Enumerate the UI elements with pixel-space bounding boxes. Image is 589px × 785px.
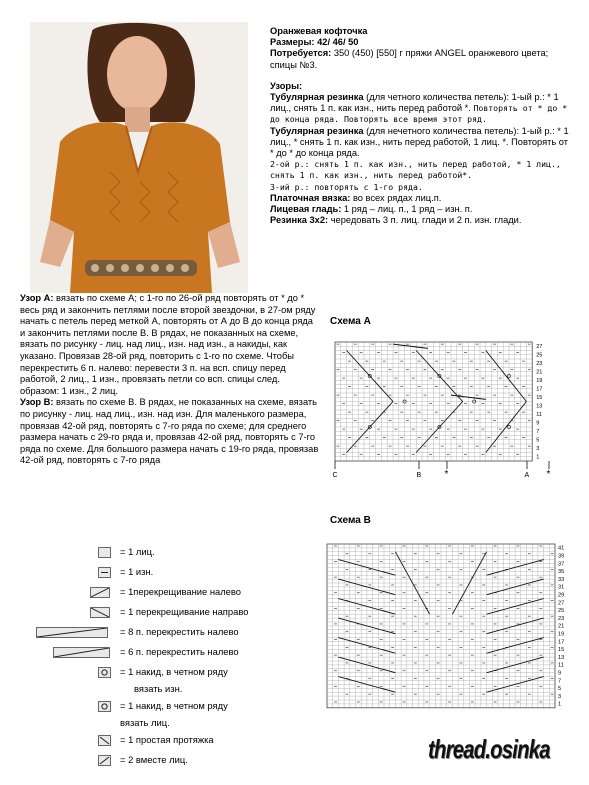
schema-a-row-number: 21: [536, 369, 543, 376]
schema-b-chart: [325, 540, 570, 715]
legend-row: [28, 626, 268, 642]
stockinette-text: 1 ряд – лиц. п., 1 ряд – изн. п.: [341, 204, 473, 215]
schema-b-row-number: 11: [558, 662, 564, 669]
schema-b-row-number: 39: [558, 553, 565, 560]
model-photo-illustration: [30, 22, 248, 293]
pattern-b-label: Узор В:: [20, 397, 54, 408]
schema-b-row-number: 19: [558, 631, 565, 638]
schema-a-row-number: 13: [536, 403, 543, 410]
schema-b-row-number: 29: [558, 592, 565, 599]
watermark: thread.osinka: [428, 734, 550, 764]
schema-a-row-number: 11: [536, 411, 543, 418]
pattern-a-label: Узор А:: [20, 293, 54, 303]
legend-text: = 6 п. перекрестить налево: [120, 646, 239, 657]
schema-a-row-number: 27: [536, 343, 543, 350]
symbol-legend: [28, 540, 268, 763]
model-photo: [30, 22, 248, 293]
schema-a-row-numbers: [536, 344, 542, 461]
legend-text: = 2 вместе лиц.: [120, 754, 188, 765]
schema-b-row-number: 17: [558, 639, 565, 646]
tubular-odd-row3: 3-ий р.: повторять с 1-го ряда.: [270, 181, 423, 192]
schema-b-row-number: 21: [558, 623, 565, 630]
legend-row: [28, 546, 268, 562]
yarn-over-purl-icon: [98, 667, 111, 678]
instructions: [20, 293, 320, 467]
sizes: Размеры: 42/ 46/ 50: [270, 37, 359, 48]
cross-left-6-icon: [53, 647, 110, 658]
cross-left-1-icon: [90, 587, 110, 598]
legend-text: = 1 простая протяжка: [120, 734, 214, 745]
legend-text: = 1 изн.: [120, 566, 154, 577]
schema-b-row-number: 3: [558, 693, 562, 700]
pattern-a-text: вязать по схеме А; с 1-го по 26-ой ряд повторять от * до * весь ряд и закончить петлями после второй звездочки, в 27-ом ряду начать с петель перед меткой А, повторять от А до В до конца ряда и закончить петлями после В. В рядах, не показанных на схеме, вязать по рисунку - лиц. над лиц., изн. над изн., а накиды, как указано. Провязав 28-ой ряд, повторить с 1-го по схеме. Чтобы перекрестить 6 п. налево: перевести 3 п. на всп. спицу перед работой, 2 лиц., 1 изн., провязать петли со всп. спицы след. образом: 1 изн., 2 лиц.: [20, 293, 316, 396]
schema-b-row-number: 35: [558, 569, 565, 576]
schema-a-row-number: 1: [536, 454, 540, 461]
legend-row: [28, 606, 268, 622]
yarn-over-knit-icon: [98, 701, 111, 712]
schema-b-row-number: 25: [558, 608, 565, 615]
schema-a-mark: A: [524, 472, 530, 478]
slip-decrease-icon: [98, 735, 111, 746]
garter-text: во всех рядах лиц.п.: [350, 192, 442, 203]
schema-a-row-number: 5: [536, 437, 540, 444]
schema-b-row-number: 27: [558, 600, 565, 607]
purl-square-icon: [98, 567, 111, 578]
rib-label: Резинка 3х2:: [270, 215, 329, 226]
schema-a-chart: [325, 338, 555, 478]
legend-text: = 1 лиц.: [120, 546, 155, 557]
legend-row: [28, 734, 268, 750]
schema-a-row-number: 23: [536, 360, 543, 367]
tubular-odd-label: Тубулярная резинка: [270, 125, 364, 136]
schema-a-mark: *: [444, 469, 449, 478]
schema-a-grid: [335, 342, 532, 461]
tubular-odd-text: (для нечетного количества петель): 1-ый р.: * 1 лиц., * снять 1 п. как изн., нить перед работой, 1 лиц. *. Повторять от * до * до конца ряда.: [270, 125, 569, 159]
tubular-even-text: (для четного количества петель): 1-ый р.: * 1 лиц., снять 1 п. как изн., нить перед работой *.: [270, 92, 559, 114]
legend-text: = 1перекрещивание налево: [120, 586, 241, 597]
k2tog-icon: [98, 755, 111, 766]
legend-row: [28, 586, 268, 602]
schema-b-row-number: 5: [558, 686, 562, 693]
tubular-even-repeat: Повторять от * до * до конца ряда. Повторять все время этот ряд.: [270, 103, 568, 125]
schema-b-row-numbers: [558, 546, 564, 708]
materials-label: Потребуется:: [270, 48, 332, 59]
schema-a-row-number: 3: [536, 445, 540, 452]
schema-b-row-number: 31: [558, 584, 565, 591]
schema-b-row-number: 9: [558, 670, 562, 677]
schema-b-row-number: 37: [558, 561, 565, 568]
legend-text: вязать лиц.: [120, 717, 170, 728]
legend-row: [28, 700, 268, 728]
schema-b-row-number: 13: [558, 654, 565, 661]
legend-row: [28, 646, 268, 662]
materials-text: 350 (450) [550] г пряжи ANGEL оранжевого цвета; спицы №3.: [270, 48, 549, 70]
garter-label: Платочная вязка:: [270, 192, 351, 203]
schema-a-mark: B: [416, 472, 422, 478]
rib-text: чередовать 3 п. лиц. глади и 2 п. изн. глади.: [328, 215, 522, 226]
stockinette-label: Лицевая гладь:: [270, 204, 342, 215]
schema-b-row-number: 41: [558, 545, 565, 552]
cross-left-8-icon: [36, 627, 108, 638]
schema-b-row-number: 23: [558, 615, 565, 622]
schema-b-title: Схема В: [330, 515, 371, 526]
schema-a-row-number: 15: [536, 394, 543, 401]
pattern-b-text: вязать по схеме В. В рядах, не показанных на схеме, вязать по рисунку - лиц. над лиц., изн. над изн. Для маленького размера, провязав 42-ой ряд, повторять с 7-го ряда по схеме; для среднего размера начать с 29-го ряда и, провязав 42-ой ряд, повторять с 7-го ряда по схеме. Для большого размера начать с 19-го ряда, провязав 42-ой ряд, повторять с 7-го ряда: [20, 397, 319, 466]
schema-a-row-number: 19: [536, 377, 543, 384]
schema-a-row-number: 7: [536, 428, 540, 435]
cross-right-1-icon: [90, 607, 110, 618]
legend-text: = 8 п. перекрестить налево: [120, 626, 239, 637]
legend-text: = 1 накид, в четном ряду: [120, 700, 228, 711]
schema-a-mark: C: [332, 472, 338, 478]
garment-title: Оранжевая кофточка: [270, 26, 368, 36]
legend-text: = 1 накид, в четном ряду: [120, 666, 228, 677]
legend-text: вязать изн.: [134, 683, 183, 694]
schema-a-title: Схема А: [330, 316, 371, 327]
schema-b-row-number: 1: [558, 701, 562, 708]
schema-a-mark: *: [546, 469, 551, 478]
legend-row: [28, 566, 268, 582]
schema-a-row-number: 9: [536, 420, 540, 427]
legend-text: = 1 перекрещивание направо: [120, 606, 249, 617]
schema-b-row-number: 7: [558, 678, 562, 685]
schema-a-row-number: 25: [536, 352, 543, 359]
schema-b-row-number: 15: [558, 647, 565, 654]
tubular-odd-row2: 2-ой р.: снять 1 п. как изн., нить перед работой, * 1 лиц., снять 1 п. как изн., нить перед работой*.: [270, 159, 561, 181]
legend-row: [28, 754, 268, 770]
schema-b-row-number: 33: [558, 576, 565, 583]
schema-a-marks: [333, 461, 551, 478]
tubular-even-label: Тубулярная резинка: [270, 92, 364, 103]
legend-row: [28, 666, 268, 694]
knit-square-icon: [98, 547, 111, 558]
schema-a-row-number: 17: [536, 386, 543, 393]
patterns-heading: Узоры:: [270, 80, 303, 91]
pattern-info: [270, 26, 570, 226]
